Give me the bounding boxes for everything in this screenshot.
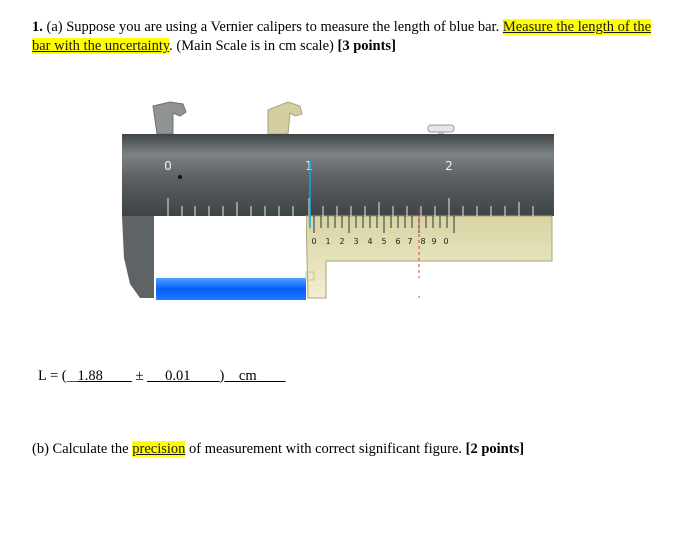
vernier-label-10: 0	[443, 237, 449, 246]
vernier-label-9: 9	[431, 237, 437, 246]
vernier-label-6: 6	[395, 237, 401, 246]
vernier-slider	[306, 216, 552, 298]
plus-minus: ±	[135, 368, 144, 384]
question-2-highlight: precision	[132, 441, 186, 457]
answer-blank-6[interactable]	[257, 368, 286, 384]
answer-blank-5[interactable]	[224, 368, 239, 384]
main-scale-label-1: 1	[305, 159, 313, 173]
question-2-after: of measurement with correct significant figure.	[189, 441, 463, 457]
answer-blank-3[interactable]	[147, 368, 165, 384]
answer-value[interactable]: 1.88	[77, 368, 103, 384]
question-2	[32, 441, 524, 458]
vernier-label-5: 5	[381, 237, 387, 246]
answer-unit[interactable]: cm	[238, 368, 257, 384]
question-1	[32, 18, 662, 56]
fixed-upper-jaw	[153, 102, 186, 134]
vernier-label-2: 2	[339, 237, 345, 246]
answer-prefix: L = (	[38, 368, 67, 384]
blue-bar	[156, 278, 306, 300]
answer-line	[38, 368, 286, 385]
question-1-highlight: Measure the length of the bar with the uncertainty	[32, 19, 652, 54]
answer-uncertainty[interactable]: 0.01	[165, 368, 191, 384]
vernier-label-4: 4	[367, 237, 373, 246]
answer-blank-1[interactable]	[67, 368, 78, 384]
vernier-label-0: 0	[311, 237, 317, 246]
knob	[428, 125, 454, 132]
question-2-text: (b) Calculate the	[32, 441, 129, 457]
fixed-lower-jaw	[122, 216, 154, 298]
main-scale-label-2: 2	[445, 159, 453, 173]
question-1-points: [3 points]	[337, 38, 396, 54]
vernier-caliper-diagram	[120, 98, 560, 313]
vernier-label-3: 3	[353, 237, 359, 246]
vernier-label-1: 1	[325, 237, 331, 246]
vernier-label-7: 7	[407, 237, 413, 246]
question-1-after: . (Main Scale is in cm scale)	[169, 38, 334, 54]
answer-blank-4[interactable]	[191, 368, 220, 384]
vernier-label-8: 8	[420, 237, 426, 246]
question-1-text: (a) Suppose you are using a Vernier calipers to measure the length of blue bar.	[46, 19, 500, 35]
question-number: 1.	[32, 19, 43, 35]
sliding-upper-jaw	[268, 102, 302, 134]
main-scale-beam	[122, 134, 554, 216]
question-2-points: [2 points]	[465, 441, 525, 457]
answer-close: )	[219, 368, 225, 384]
main-scale-label-0: 0	[164, 159, 172, 173]
answer-blank-2[interactable]	[103, 368, 132, 384]
jaw-gap	[154, 216, 306, 276]
zero-dot	[178, 175, 182, 179]
